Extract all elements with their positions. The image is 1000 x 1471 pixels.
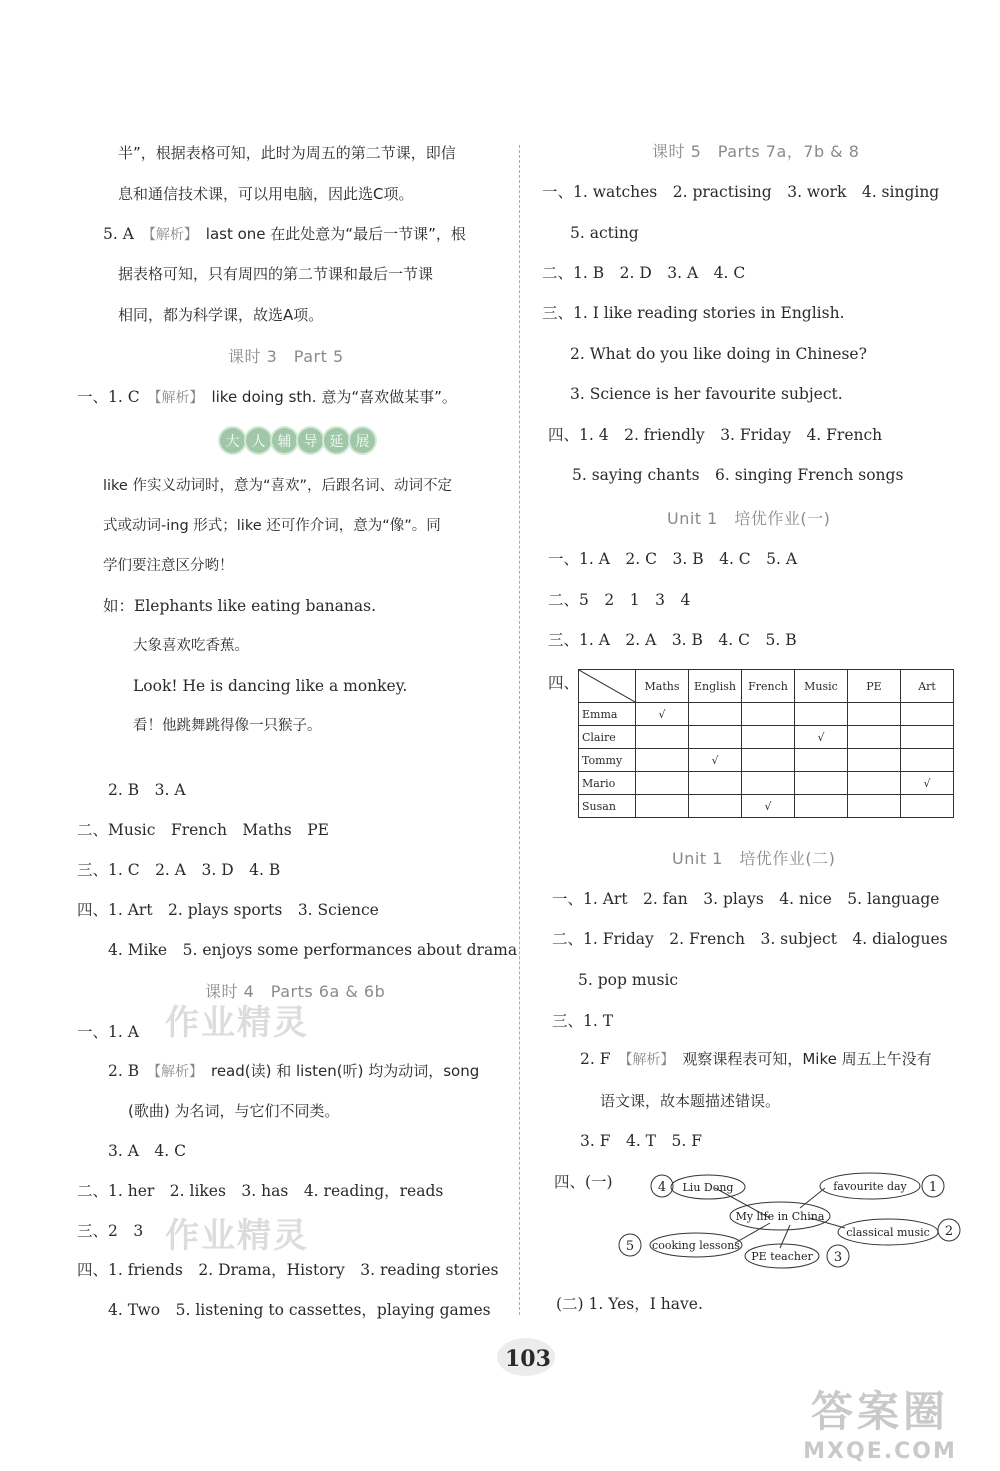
left-line-8: 式或动词-ing 形式；like 还可作介词，意为“像”。同 <box>103 518 441 534</box>
table-cell <box>848 772 901 795</box>
mind-number: 1 <box>928 1180 938 1195</box>
right-line-18: 语文课，故本题描述错误。 <box>600 1092 781 1110</box>
left-line-24: 三、2 3 <box>77 1222 144 1240</box>
left-line-19: 一、1. A <box>77 1023 139 1041</box>
column-divider <box>519 145 520 1315</box>
right-line-5: 2. What do you like doing in Chinese? <box>570 345 867 363</box>
banner-char: 导 <box>298 428 323 453</box>
mind-number: 2 <box>944 1224 954 1239</box>
analysis-tag: 【解析】 <box>141 227 198 243</box>
answer-number: 一、1. C <box>77 388 140 406</box>
mind-label-center: My life in China <box>735 1210 825 1223</box>
right-line-12: 四、 <box>548 674 580 692</box>
left-line-3 <box>103 224 466 245</box>
right-line-17 <box>580 1049 932 1070</box>
diagonal-line <box>579 670 635 702</box>
table-cell <box>901 726 954 749</box>
left-line-16: 三、1. C 2. A 3. D 4. B <box>77 861 281 879</box>
left-line-25: 四、1. friends 2. Drama，History 3. reading stories <box>77 1261 499 1279</box>
right-line-15: 5. pop music <box>578 971 679 989</box>
left-line-15: 二、Music French Maths PE <box>77 821 329 839</box>
left-line-18: 4. Mike 5. enjoys some performances about drama <box>108 941 518 959</box>
table-cell <box>636 749 689 772</box>
right-line-2: 5. acting <box>570 224 639 242</box>
table-cell <box>689 772 742 795</box>
answer-number: 5. A <box>103 225 134 243</box>
mind-number: 5 <box>625 1239 635 1254</box>
banner-char: 展 <box>350 428 375 453</box>
table-row <box>579 749 954 772</box>
table-cell <box>689 703 742 726</box>
table-corner <box>579 670 636 703</box>
subject-table <box>578 669 954 818</box>
table-column-header: French <box>742 670 795 703</box>
table-cell <box>901 749 954 772</box>
left-line-6 <box>77 387 457 408</box>
table-cell <box>689 726 742 749</box>
left-line-12: Look! He is dancing like a monkey. <box>133 677 408 695</box>
table-row-name: Tommy <box>579 749 636 772</box>
mind-number: 4 <box>657 1180 667 1195</box>
right-line-9: 一、1. A 2. C 3. B 4. C 5. A <box>548 550 798 568</box>
analysis-text: 观察课程表可知，Mike 周五上午没有 <box>682 1050 932 1068</box>
watermark-url: MXQE.COM <box>803 1439 957 1464</box>
table-row <box>579 726 954 749</box>
table-cell <box>901 795 954 818</box>
answer-number: 2. B <box>108 1062 140 1080</box>
table-cell: √ <box>742 795 795 818</box>
table-column-header: Music <box>795 670 848 703</box>
table-row <box>579 795 954 818</box>
table-row-name: Mario <box>579 772 636 795</box>
left-line-2: 息和通信技术课，可以用电脑，因此选C项。 <box>118 185 414 203</box>
left-line-7: like 作实义动词时，意为“喜欢”，后跟名词、动词不定 <box>103 478 452 494</box>
table-row <box>579 703 954 726</box>
left-line-23: 二、1. her 2. likes 3. has 4. reading，reads <box>77 1182 444 1200</box>
page-number: 103 <box>505 1346 551 1372</box>
left-line-4: 据表格可知，只有周四的第二节课和最后一节课 <box>118 265 434 283</box>
answer-number: 2. F <box>580 1050 611 1068</box>
right-line-16: 三、1. T <box>552 1012 614 1030</box>
section-heading-lesson-4: 课时 4 Parts 6a & 6b <box>205 982 386 1001</box>
table-cell <box>848 795 901 818</box>
right-line-21: (二) 1. Yes，I have. <box>556 1295 703 1313</box>
table-cell <box>742 772 795 795</box>
table-row <box>579 772 954 795</box>
table-cell <box>689 795 742 818</box>
right-line-13: 一、1. Art 2. fan 3. plays 4. nice 5. language <box>552 890 940 908</box>
watermark-homework: 作业精灵 <box>165 1003 309 1043</box>
watermark-title: 答案圈 <box>810 1387 949 1436</box>
left-line-11: 大象喜欢吃香蕉。 <box>133 638 249 654</box>
table-cell <box>848 749 901 772</box>
table-cell <box>795 772 848 795</box>
table-cell: √ <box>795 726 848 749</box>
table-cell <box>901 703 954 726</box>
table-cell <box>742 749 795 772</box>
right-line-6: 3. Science is her favourite subject. <box>570 385 843 403</box>
table-cell <box>742 726 795 749</box>
left-line-21: (歌曲) 为名词，与它们不同类。 <box>128 1102 340 1120</box>
section-heading-lesson-3: 课时 3 Part 5 <box>228 347 344 366</box>
banner-char: 人 <box>246 428 271 453</box>
mind-map <box>600 1163 970 1283</box>
table-cell <box>742 703 795 726</box>
table-column-header: PE <box>848 670 901 703</box>
mind-label: classical music <box>846 1226 930 1239</box>
table-cell: √ <box>901 772 954 795</box>
right-line-19: 3. F 4. T 5. F <box>580 1132 702 1150</box>
banner-char: 辅 <box>272 428 297 453</box>
left-line-5: 相同，都为科学课，故选A项。 <box>118 306 324 324</box>
right-line-4: 三、1. I like reading stories in English. <box>542 304 845 322</box>
table-column-header: English <box>689 670 742 703</box>
table-cell <box>795 703 848 726</box>
right-line-20: 四、(一) <box>554 1173 613 1191</box>
left-line-17: 四、1. Art 2. plays sports 3. Science <box>77 901 379 919</box>
left-line-20 <box>108 1061 479 1082</box>
table-cell <box>848 726 901 749</box>
table-row-name: Susan <box>579 795 636 818</box>
parent-tutoring-banner <box>220 428 375 458</box>
left-line-14: 2. B 3. A <box>108 781 186 799</box>
mind-label: favourite day <box>833 1180 907 1193</box>
table-column-header: Maths <box>636 670 689 703</box>
right-line-10: 二、5 2 1 3 4 <box>548 591 691 609</box>
right-line-7: 四、1. 4 2. friendly 3. Friday 4. French <box>548 426 883 444</box>
right-line-14: 二、1. Friday 2. French 3. subject 4. dialogues <box>552 930 948 948</box>
table-column-header: Art <box>901 670 954 703</box>
analysis-text: read(读) 和 listen(听) 均为动词，song <box>210 1062 480 1080</box>
table-cell <box>795 795 848 818</box>
left-line-13: 看！他跳舞跳得像一只猴子。 <box>133 718 322 734</box>
table-row-name: Emma <box>579 703 636 726</box>
section-heading-lesson-5: 课时 5 Parts 7a，7b & 8 <box>652 142 860 161</box>
table-cell <box>795 749 848 772</box>
banner-char: 延 <box>324 428 349 453</box>
analysis-text: like doing sth. 意为“喜欢做某事”。 <box>211 388 457 406</box>
mind-label: PE teacher <box>751 1250 813 1263</box>
site-watermark <box>780 1379 980 1464</box>
mind-label: cooking lessons <box>652 1239 740 1252</box>
section-heading-unit1-extra-1: Unit 1 培优作业(一) <box>667 509 831 528</box>
table-cell: √ <box>689 749 742 772</box>
section-heading-unit1-extra-2: Unit 1 培优作业(二) <box>672 849 836 868</box>
banner-char: 大 <box>220 428 245 453</box>
table-cell <box>848 703 901 726</box>
table-header-row <box>579 670 954 703</box>
mind-number: 3 <box>833 1250 843 1265</box>
right-line-1: 一、1. watches 2. practising 3. work 4. singing <box>542 183 940 201</box>
table-cell <box>636 795 689 818</box>
watermark-homework: 作业精灵 <box>165 1216 309 1256</box>
left-line-9: 学们要注意区分哟！ <box>103 558 234 574</box>
right-line-11: 三、1. A 2. A 3. B 4. C 5. B <box>548 631 797 649</box>
mind-label: Liu Dong <box>682 1181 734 1194</box>
right-line-3: 二、1. B 2. D 3. A 4. C <box>542 264 746 282</box>
left-line-10: 如：Elephants like eating bananas. <box>103 597 377 615</box>
left-line-26: 4. Two 5. listening to cassettes，playing games <box>108 1301 491 1319</box>
analysis-tag: 【解析】 <box>618 1052 675 1068</box>
left-line-22: 3. A 4. C <box>108 1142 186 1160</box>
analysis-text: last one 在此处意为“最后一节课”，根 <box>205 225 466 243</box>
table-row-name: Claire <box>579 726 636 749</box>
left-line-1: 半”，根据表格可知，此时为周五的第二节课，即信 <box>118 144 456 162</box>
table-cell: √ <box>636 703 689 726</box>
analysis-tag: 【解析】 <box>147 390 204 406</box>
analysis-tag: 【解析】 <box>147 1064 204 1080</box>
table-cell <box>636 772 689 795</box>
right-line-8: 5. saying chants 6. singing French songs <box>572 466 904 484</box>
table-cell <box>636 726 689 749</box>
